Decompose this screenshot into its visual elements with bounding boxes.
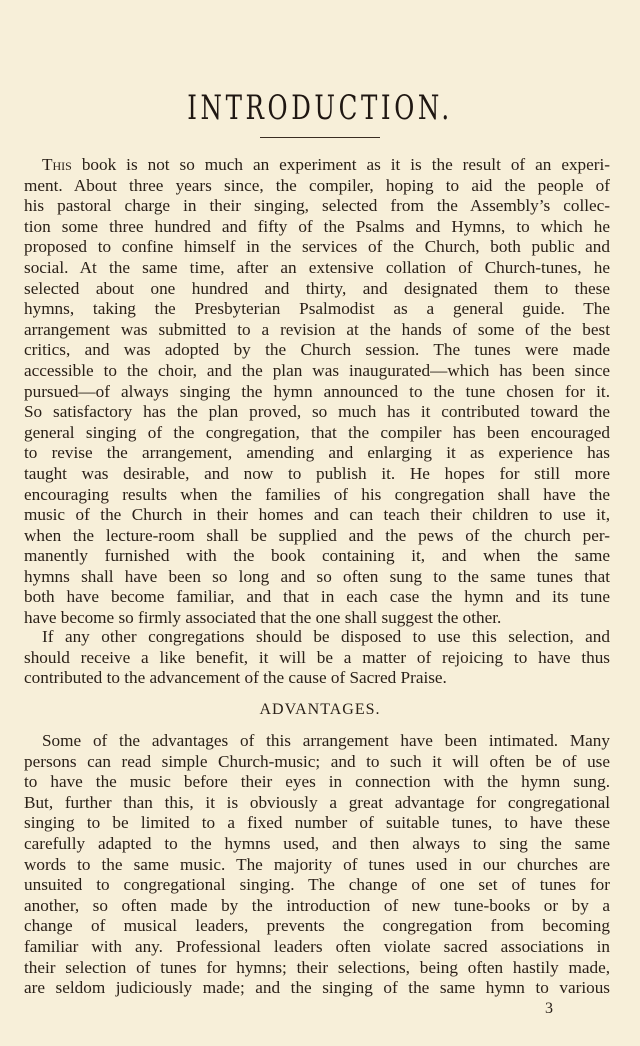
text-line: hymns shall have been so long and so often sung to the same tunes that xyxy=(24,566,610,586)
text-line: If any other congregations should be disposed to use this selection, and xyxy=(42,627,610,646)
text-line: both have become familiar, and that in each case the hymn and its tune xyxy=(24,587,610,607)
section-heading: ADVANTAGES. xyxy=(259,701,381,718)
text-line: to revise the arrangement, amending and enlarging it as experience has xyxy=(24,443,610,463)
title-rule xyxy=(260,137,380,138)
text-line: manently furnished with the book containing it, and when the same xyxy=(24,546,610,566)
text-line: social. At the same time, after an extensive collation of Church-tunes, he xyxy=(24,257,610,277)
text-line: words to the same music. The majority of tunes used in our churches are xyxy=(24,854,610,874)
text-line: should receive a like benefit, it will be a matter of rejoicing to have thus xyxy=(24,647,610,667)
text-line: familiar with any. Professional leaders often violate sacred associations in xyxy=(24,936,610,956)
text-line: proposed to confine himself in the services of the Church, both public and xyxy=(24,237,610,257)
first-line-rest: book is not so much an experiment as it is the result of an experi- xyxy=(71,155,610,174)
page-number: 3 xyxy=(545,1000,553,1017)
text-line: accessible to the choir, and the plan was inaugurated—which has been since xyxy=(24,360,610,380)
text-line: unsuited to congregational singing. The change of one set of tunes for xyxy=(24,875,610,895)
text-line: change of musical leaders, prevents the congregation from becoming xyxy=(24,916,610,936)
text-line: arrangement was submitted to a revision at the hands of some of the best xyxy=(24,319,610,339)
advantages-paragraph xyxy=(24,731,610,999)
text-line: Some of the advantages of this arrangement have been intimated. Many xyxy=(42,731,610,750)
text-line: when the lecture-room shall be supplied and the pews of the church per- xyxy=(24,525,610,545)
text-line: critics, and was adopted by the Church session. The tunes were made xyxy=(24,340,610,360)
text-line: singing to be limited to a fixed number of suitable tunes, to have these xyxy=(24,813,610,833)
text-line: their selection of tunes for hymns; their selections, being often hastily made, xyxy=(24,957,610,977)
text-line: have become so firmly associated that the one shall suggest the other. xyxy=(24,608,502,628)
text-line: music of the Church in their homes and can teach their children to use it, xyxy=(24,505,610,525)
text-line xyxy=(24,155,610,176)
text-line: selected about one hundred and thirty, and designated them to these xyxy=(24,278,610,298)
text-line: contributed to the advancement of the cause of Sacred Praise. xyxy=(24,668,447,688)
text-line: pursued—of always singing the hymn announced to the tune chosen for it. xyxy=(24,381,610,401)
text-line: encouraging results when the families of his congregation shall have the xyxy=(24,484,610,504)
text-line: to have the music before their eyes in connection with the hymn sung. xyxy=(24,772,610,792)
text-line: are seldom judiciously made; and the singing of the same hymn to various xyxy=(24,978,610,998)
text-line: hymns, taking the Presbyterian Psalmodist as a general guide. The xyxy=(24,299,610,319)
text-line: ment. About three years since, the compiler, hoping to aid the people of xyxy=(24,175,610,195)
text-line: tion some three hundred and fifty of the Psalms and Hymns, to which he xyxy=(24,216,610,236)
second-paragraph xyxy=(24,627,610,689)
text-line: another, so often made by the introduction of new tune-books or by a xyxy=(24,895,610,915)
text-line: general singing of the congregation, that the compiler has been encouraged xyxy=(24,422,610,442)
page-title: INTRODUCTION. xyxy=(187,88,453,128)
text-line: carefully adapted to the hymns used, and then always to sing the same xyxy=(24,833,610,853)
text-line: But, further than this, it is obviously a great advantage for congregational xyxy=(24,792,610,812)
text-line: persons can read simple Church-music; and to such it will often be of use xyxy=(24,751,610,771)
introduction-paragraph xyxy=(24,155,610,629)
first-word: This xyxy=(42,155,72,174)
text-line: So satisfactory has the plan proved, so much has it contributed toward the xyxy=(24,402,610,422)
text-line: taught was desirable, and now to publish it. He hopes for still more xyxy=(24,463,610,483)
text-line: his pastoral charge in their singing, selected from the Assembly’s collec- xyxy=(24,196,610,216)
